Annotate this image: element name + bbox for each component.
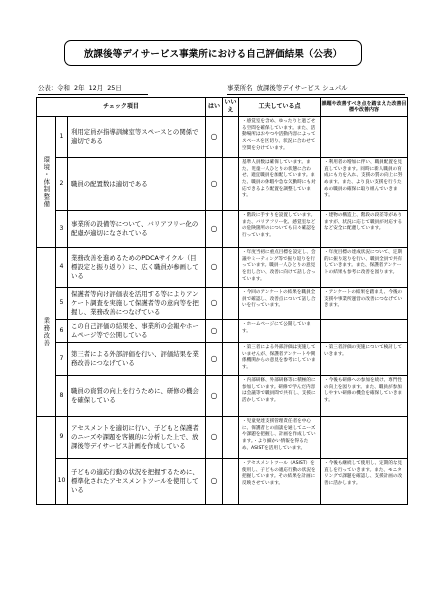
row-number: 8 — [56, 376, 68, 417]
row-number: 5 — [56, 288, 68, 320]
check-item: 利用定員が指導訓練室等スペースとの関係で適切である — [68, 117, 206, 158]
table-row — [37, 211, 408, 248]
yes-mark: ○ — [206, 288, 223, 320]
goal-cell: ・第三者評価の実施について検討していきます。 — [321, 343, 408, 376]
office-info — [227, 83, 348, 92]
row-number: 3 — [56, 211, 68, 248]
row-number: 2 — [56, 158, 68, 211]
check-item: 子どもの適応行動の状況を把握するために、標準化されたアセスメントツールを使用している — [68, 459, 206, 505]
check-item: この自己評価の結果を、事業所の会報やホームページ等で公開している — [68, 320, 206, 343]
effort-cell: ・児童発達支援管理責任者を中心に、保護者との面談を通してニーズや課題を把握し、計画を作成しています。・より細かい情報を得るため、ASISTを活用しています。 — [239, 417, 321, 459]
row-number: 1 — [56, 117, 68, 158]
row-number: 6 — [56, 320, 68, 343]
yes-mark: ○ — [206, 376, 223, 417]
no-cell — [223, 320, 239, 343]
goal-cell — [321, 320, 408, 343]
goal-cell: ・今後も研修への参加を続け、専門性の向上を図ります。また、職員が参加しやすい研修の機会を確保していきます。 — [321, 376, 408, 417]
table-row — [37, 288, 408, 320]
check-item: 職員の資質の向上を行うために、研修の機会を確保している — [68, 376, 206, 417]
yes-mark: ○ — [206, 211, 223, 248]
check-item: 保護者等向け評価表を活用する等によりアンケート調査を実施して保護者等の意向等を把握し、業務改善につなげている — [68, 288, 206, 320]
publish-era: 令和 — [57, 84, 70, 92]
effort-cell: ・ホームページにて公開しています。 — [239, 320, 321, 343]
goal-cell — [321, 117, 408, 158]
header-yes: はい — [206, 98, 223, 117]
no-cell — [223, 288, 239, 320]
publish-day: 25日 — [107, 84, 122, 92]
goal-cell: ・アンケートの結果を踏まえ、今後の支援や事業所運営の改善につなげていきます。 — [321, 288, 408, 320]
category-env: 環境・体制整備 — [37, 117, 56, 248]
no-cell — [223, 211, 239, 248]
no-cell — [223, 117, 239, 158]
table-row — [37, 417, 408, 459]
page-title — [64, 40, 362, 66]
header-effort: 工夫している点 — [239, 98, 321, 117]
row-number: 10 — [56, 459, 68, 505]
yes-mark: ○ — [206, 343, 223, 376]
table-row — [37, 320, 408, 343]
effort-cell: ・年度当初に重点目標を設定し、会議やミーティング等で振り返りを行っています。職員一人ひとりの意見を出し合い、改善に向けて話し合っています。 — [239, 248, 321, 288]
category-biz: 業務改善 — [37, 248, 56, 417]
goal-cell: ・今後も継続して使用し、定期的な見直しを行っていきます。また、モニタリングで課題を確認し、支援計画の改善に活かします。 — [321, 459, 408, 505]
office-name: 放課後等デイサービス シュパル — [256, 84, 348, 92]
yes-mark: ○ — [206, 117, 223, 158]
row-number: 9 — [56, 417, 68, 459]
yes-mark: ○ — [206, 158, 223, 211]
row-number: 4 — [56, 248, 68, 288]
yes-mark: ○ — [206, 248, 223, 288]
row-number: 7 — [56, 343, 68, 376]
check-item: アセスメントを適切に行い、子どもと保護者のニーズや課題を客観的に分析した上で、放課後等デイサービス計画を作成している — [68, 417, 206, 459]
yes-mark: ○ — [206, 417, 223, 459]
table-row — [37, 248, 408, 288]
table-row — [37, 158, 408, 211]
office-label: 事業所名 — [227, 84, 253, 92]
page-title-text: 放課後等デイサービス事業所における自己評価結果（公表） — [83, 49, 343, 60]
no-cell — [223, 417, 239, 459]
goal-cell: ・利用者の増加に伴い、職員配置を見直していきます。同時に新人職員の育成にも力を入れ、支援の質の向上に努めます。また、より良い支援を行うための職員の確保に取り組んでいきます。 — [321, 158, 408, 211]
table-row — [37, 117, 408, 158]
yes-mark: ○ — [206, 320, 223, 343]
publish-month: 12月 — [88, 84, 104, 92]
check-item: 職員の配置数は適切である — [68, 158, 206, 211]
effort-cell: ・感覚室を含め、ゆったりと過ごせる空間を確保しています。また、活動場所はおやつや活動内容によってスペースを区切り、状況に合わせて空間を分けています。 — [239, 117, 321, 158]
no-cell — [223, 158, 239, 211]
table-row — [37, 343, 408, 376]
office-underline — [227, 94, 405, 95]
goal-cell: ・年度目標の達成状況について、定期的に振り返りを行い、職員全員で共有していきます。また、保護者アンケートの結果も参考に改善を図ります。 — [321, 248, 408, 288]
no-cell — [223, 343, 239, 376]
no-cell — [223, 248, 239, 288]
effort-cell: ・今回のアンケートの結果を職員全員で確認し、改善点について話し合いを行っています。 — [239, 288, 321, 320]
effort-cell: ・アセスメントツール（ASIST）を使用し、子どもの適応行動の状況を把握しています。その結果を計画に反映させています。 — [239, 459, 321, 505]
table-row — [37, 459, 408, 505]
publish-date — [38, 83, 122, 92]
effort-cell: ・階段に手すりを設置しています。また、バリアフリー化、感覚室などの危険箇所のについても日々確認を行っています。 — [239, 211, 321, 248]
check-item: 業務改善を進めるためのPDCAサイクル（目標設定と振り返り）に、広く職員が参画している — [68, 248, 206, 288]
goal-cell: ・建物の構造上、階段の段差等がありますが、状況に応じて職員が対応するなど安全に配慮しています。 — [321, 211, 408, 248]
self-evaluation-table — [36, 97, 408, 505]
no-cell — [223, 376, 239, 417]
table-row — [37, 376, 408, 417]
header-check: チェック項目 — [37, 98, 206, 117]
table-header-row — [37, 98, 408, 117]
goal-cell — [321, 417, 408, 459]
header-no: いいえ — [223, 98, 239, 117]
no-cell — [223, 459, 239, 505]
publish-label: 公表： — [38, 84, 58, 92]
effort-cell: ・第三者による外部評価は実施していませんが、保護者アンケートや関係機関からの意見を参考にしています。 — [239, 343, 321, 376]
category-blank — [37, 417, 56, 505]
effort-cell: 基準人員数は確保しています。また、児童一人ひとりの状態に合わせ、適宜職員を加配しています。また、職員の休暇や急な欠勤時にも対応できるよう配置を調整しています。 — [239, 158, 321, 211]
publish-year: 2年 — [74, 84, 85, 92]
check-item: 事業所の設備等について、バリアフリー化の配慮が適切になされている — [68, 211, 206, 248]
publish-underline — [38, 94, 148, 95]
effort-cell: ・内部研修、外部研修等に積極的に参加しています。研修で学んだ内容は会議等で職員間で共有し、支援に活かしています。 — [239, 376, 321, 417]
header-goal: 課題や改善すべき点を踏まえた改善目標や改善内容 — [321, 98, 408, 117]
check-item: 第三者による外部評価を行い、評価結果を業務改善につなげている — [68, 343, 206, 376]
yes-mark: ○ — [206, 459, 223, 505]
